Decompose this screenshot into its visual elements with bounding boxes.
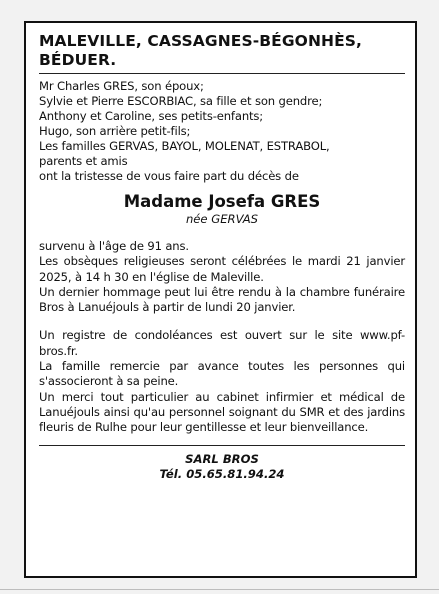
closing-block	[39, 328, 405, 435]
details-block	[39, 239, 405, 315]
detail-paragraph: Les obsèques religieuses seront célébrées le mardi 21 janvier 2025, à 14 h 30 en l'église de Maleville.	[39, 254, 405, 284]
notice-header-places: MALEVILLE, CASSAGNES-BÉGONHÈS, BÉDUER.	[39, 32, 363, 69]
funeral-home-name: SARL BROS	[185, 451, 259, 466]
funeral-home-phone: Tél. 05.65.81.94.24	[159, 466, 285, 481]
obituary-notice	[24, 21, 417, 578]
family-line: Hugo, son arrière petit-fils;	[39, 124, 191, 138]
header-divider	[39, 73, 405, 74]
closing-paragraph: La famille remercie par avance toutes les personnes qui s'associeront à sa peine.	[39, 359, 405, 389]
deceased-block	[39, 192, 405, 226]
family-line: Les familles GERVAS, BAYOL, MOLENAT, ESTRABOL,	[39, 139, 330, 153]
footer-divider	[39, 445, 405, 446]
closing-paragraph: Un merci tout particulier au cabinet infirmier et médical de Lanuéjouls ainsi qu'au personnel soignant du SMR et des jardins fleuris de Rulhe pour leur gentillesse et leur bienveillance.	[39, 389, 405, 435]
family-line: parents et amis	[39, 154, 128, 168]
family-line: Mr Charles GRES, son époux;	[39, 79, 204, 93]
funeral-home-footer	[39, 452, 405, 482]
closing-paragraph: Un registre de condoléances est ouvert sur le site www.pf-bros.fr.	[39, 328, 405, 358]
detail-paragraph: survenu à l'âge de 91 ans.	[39, 239, 189, 253]
detail-paragraph: Un dernier hommage peut lui être rendu à la chambre funéraire Bros à Lanuéjouls à partir de lundi 20 janvier.	[39, 284, 405, 315]
family-line: Anthony et Caroline, ses petits-enfants;	[39, 109, 264, 123]
deceased-name: Madame Josefa GRES	[123, 192, 321, 211]
deceased-birth-name: née GERVAS	[185, 212, 259, 226]
page-bottom-divider	[0, 589, 439, 590]
family-announcement	[39, 79, 405, 184]
family-line: ont la tristesse de vous faire part du décès de	[39, 169, 299, 183]
family-line: Sylvie et Pierre ESCORBIAC, sa fille et son gendre;	[39, 94, 323, 108]
